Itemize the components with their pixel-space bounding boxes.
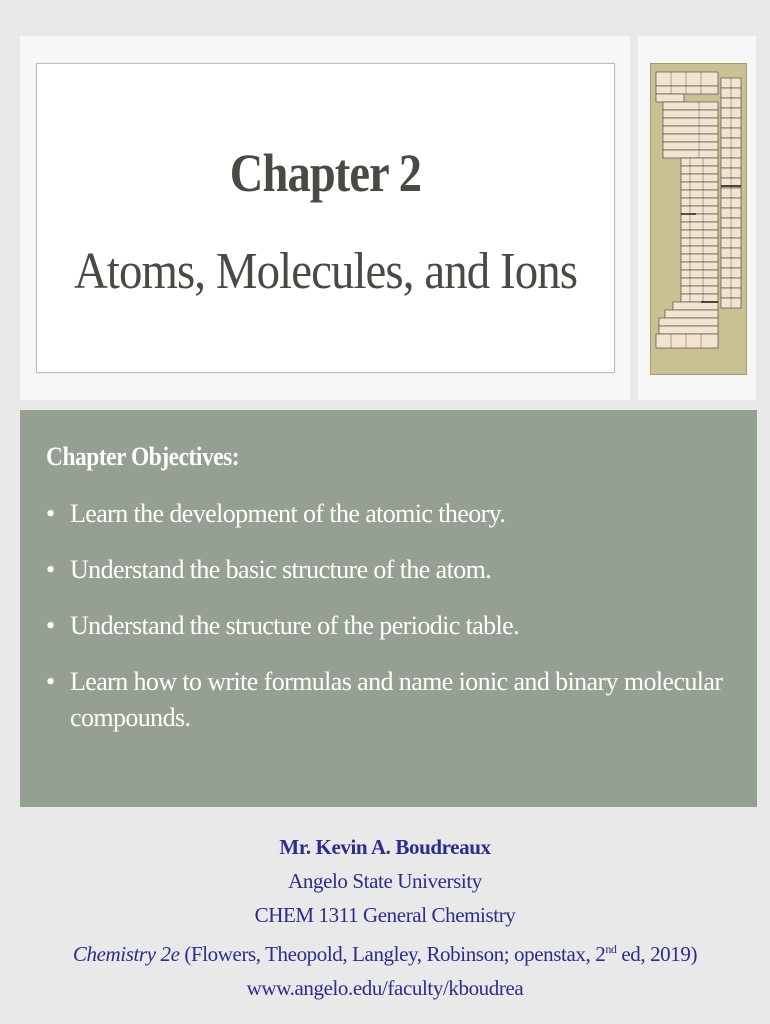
faculty-url[interactable]: www.angelo.edu/faculty/kboudrea xyxy=(246,976,524,1000)
title-panel xyxy=(20,36,630,400)
textbook-citation xyxy=(0,932,770,971)
edition-suffix: nd xyxy=(605,942,617,956)
book-title: Chemistry 2e xyxy=(72,942,180,966)
author-name: Mr. Kevin A. Boudreaux xyxy=(279,835,491,859)
list-item xyxy=(46,552,736,588)
book-details: (Flowers, Theopold, Langley, Robinson; openstax, 2 xyxy=(179,942,606,966)
objectives-panel xyxy=(20,410,757,807)
periodic-table-image xyxy=(650,63,747,375)
list-item xyxy=(46,664,736,736)
periodic-table-graphic xyxy=(651,64,746,374)
book-details-end: ed, 2019) xyxy=(616,942,698,966)
title-box xyxy=(36,63,615,373)
objective-text: Understand the structure of the periodic table. xyxy=(70,611,520,640)
list-item xyxy=(46,608,736,644)
objective-text: Learn how to write formulas and name ionic and binary molecular compounds. xyxy=(70,667,723,732)
objective-text: Learn the development of the atomic theory. xyxy=(70,499,506,528)
objectives-heading: Chapter Objectives: xyxy=(46,442,240,471)
periodic-table-panel xyxy=(638,36,756,400)
course-name: CHEM 1311 General Chemistry xyxy=(254,903,516,927)
bullet-icon: • xyxy=(46,667,55,696)
objective-text: Understand the basic structure of the atom. xyxy=(70,555,492,584)
chapter-subtitle: Atoms, Molecules, and Ions xyxy=(73,243,578,300)
bullet-icon: • xyxy=(46,555,55,584)
bullet-icon: • xyxy=(46,499,55,528)
list-item xyxy=(46,496,736,532)
objectives-list xyxy=(46,496,736,756)
university-name: Angelo State University xyxy=(288,869,482,893)
chapter-title: Chapter 2 xyxy=(229,143,422,203)
credits xyxy=(0,830,770,1005)
bullet-icon: • xyxy=(46,611,55,640)
